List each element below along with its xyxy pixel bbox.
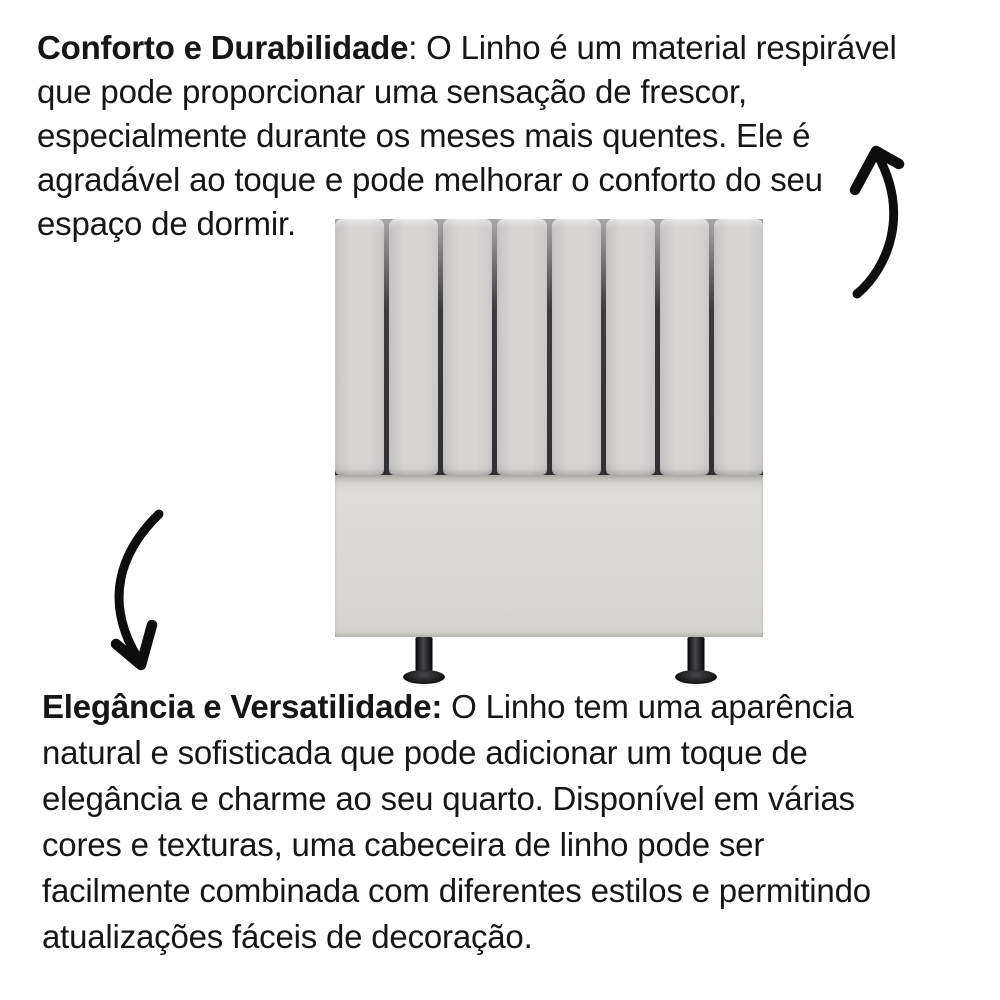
headboard-panel — [552, 219, 601, 475]
text-line: elegância e charme ao seu quarto. Disponível em várias — [42, 780, 855, 817]
text-line: agradável ao toque e pode melhorar o conforto do seu — [37, 161, 823, 198]
text-line: especialmente durante os meses mais quentes. Ele é — [37, 117, 811, 154]
text-line: espaço de dormir. — [37, 205, 296, 242]
leg-foot — [675, 670, 717, 684]
headboard-panel — [660, 219, 709, 475]
headboard-panel — [335, 219, 384, 475]
top-paragraph — [37, 26, 897, 246]
text-line: cores e texturas, uma cabeceira de linho pode ser — [42, 826, 765, 863]
text-line: que pode proporcionar uma sensação de frescor, — [37, 73, 747, 110]
headboard-channels — [335, 219, 763, 475]
headboard-panel — [389, 219, 438, 475]
headboard-panel — [606, 219, 655, 475]
headboard-panel — [497, 219, 546, 475]
curved-arrow-down-icon — [116, 514, 159, 665]
headboard-leg-left — [403, 637, 445, 687]
text-line: atualizações fáceis de decoração. — [42, 918, 533, 955]
headboard-panel — [714, 219, 763, 475]
headboard-base — [335, 475, 763, 637]
text-line: natural e sofisticada que pode adicionar um toque de — [42, 734, 808, 771]
headboard-photo — [335, 219, 763, 637]
text-line: Elegância e Versatilidade: O Linho tem uma aparência — [42, 688, 854, 725]
bottom-paragraph — [42, 684, 871, 960]
leg-foot — [403, 670, 445, 684]
headboard-leg-right — [675, 637, 717, 687]
text-line: facilmente combinada com diferentes estilos e permitindo — [42, 872, 871, 909]
headboard-panel — [443, 219, 492, 475]
text-line: Conforto e Durabilidade: O Linho é um material respirável — [37, 29, 897, 66]
